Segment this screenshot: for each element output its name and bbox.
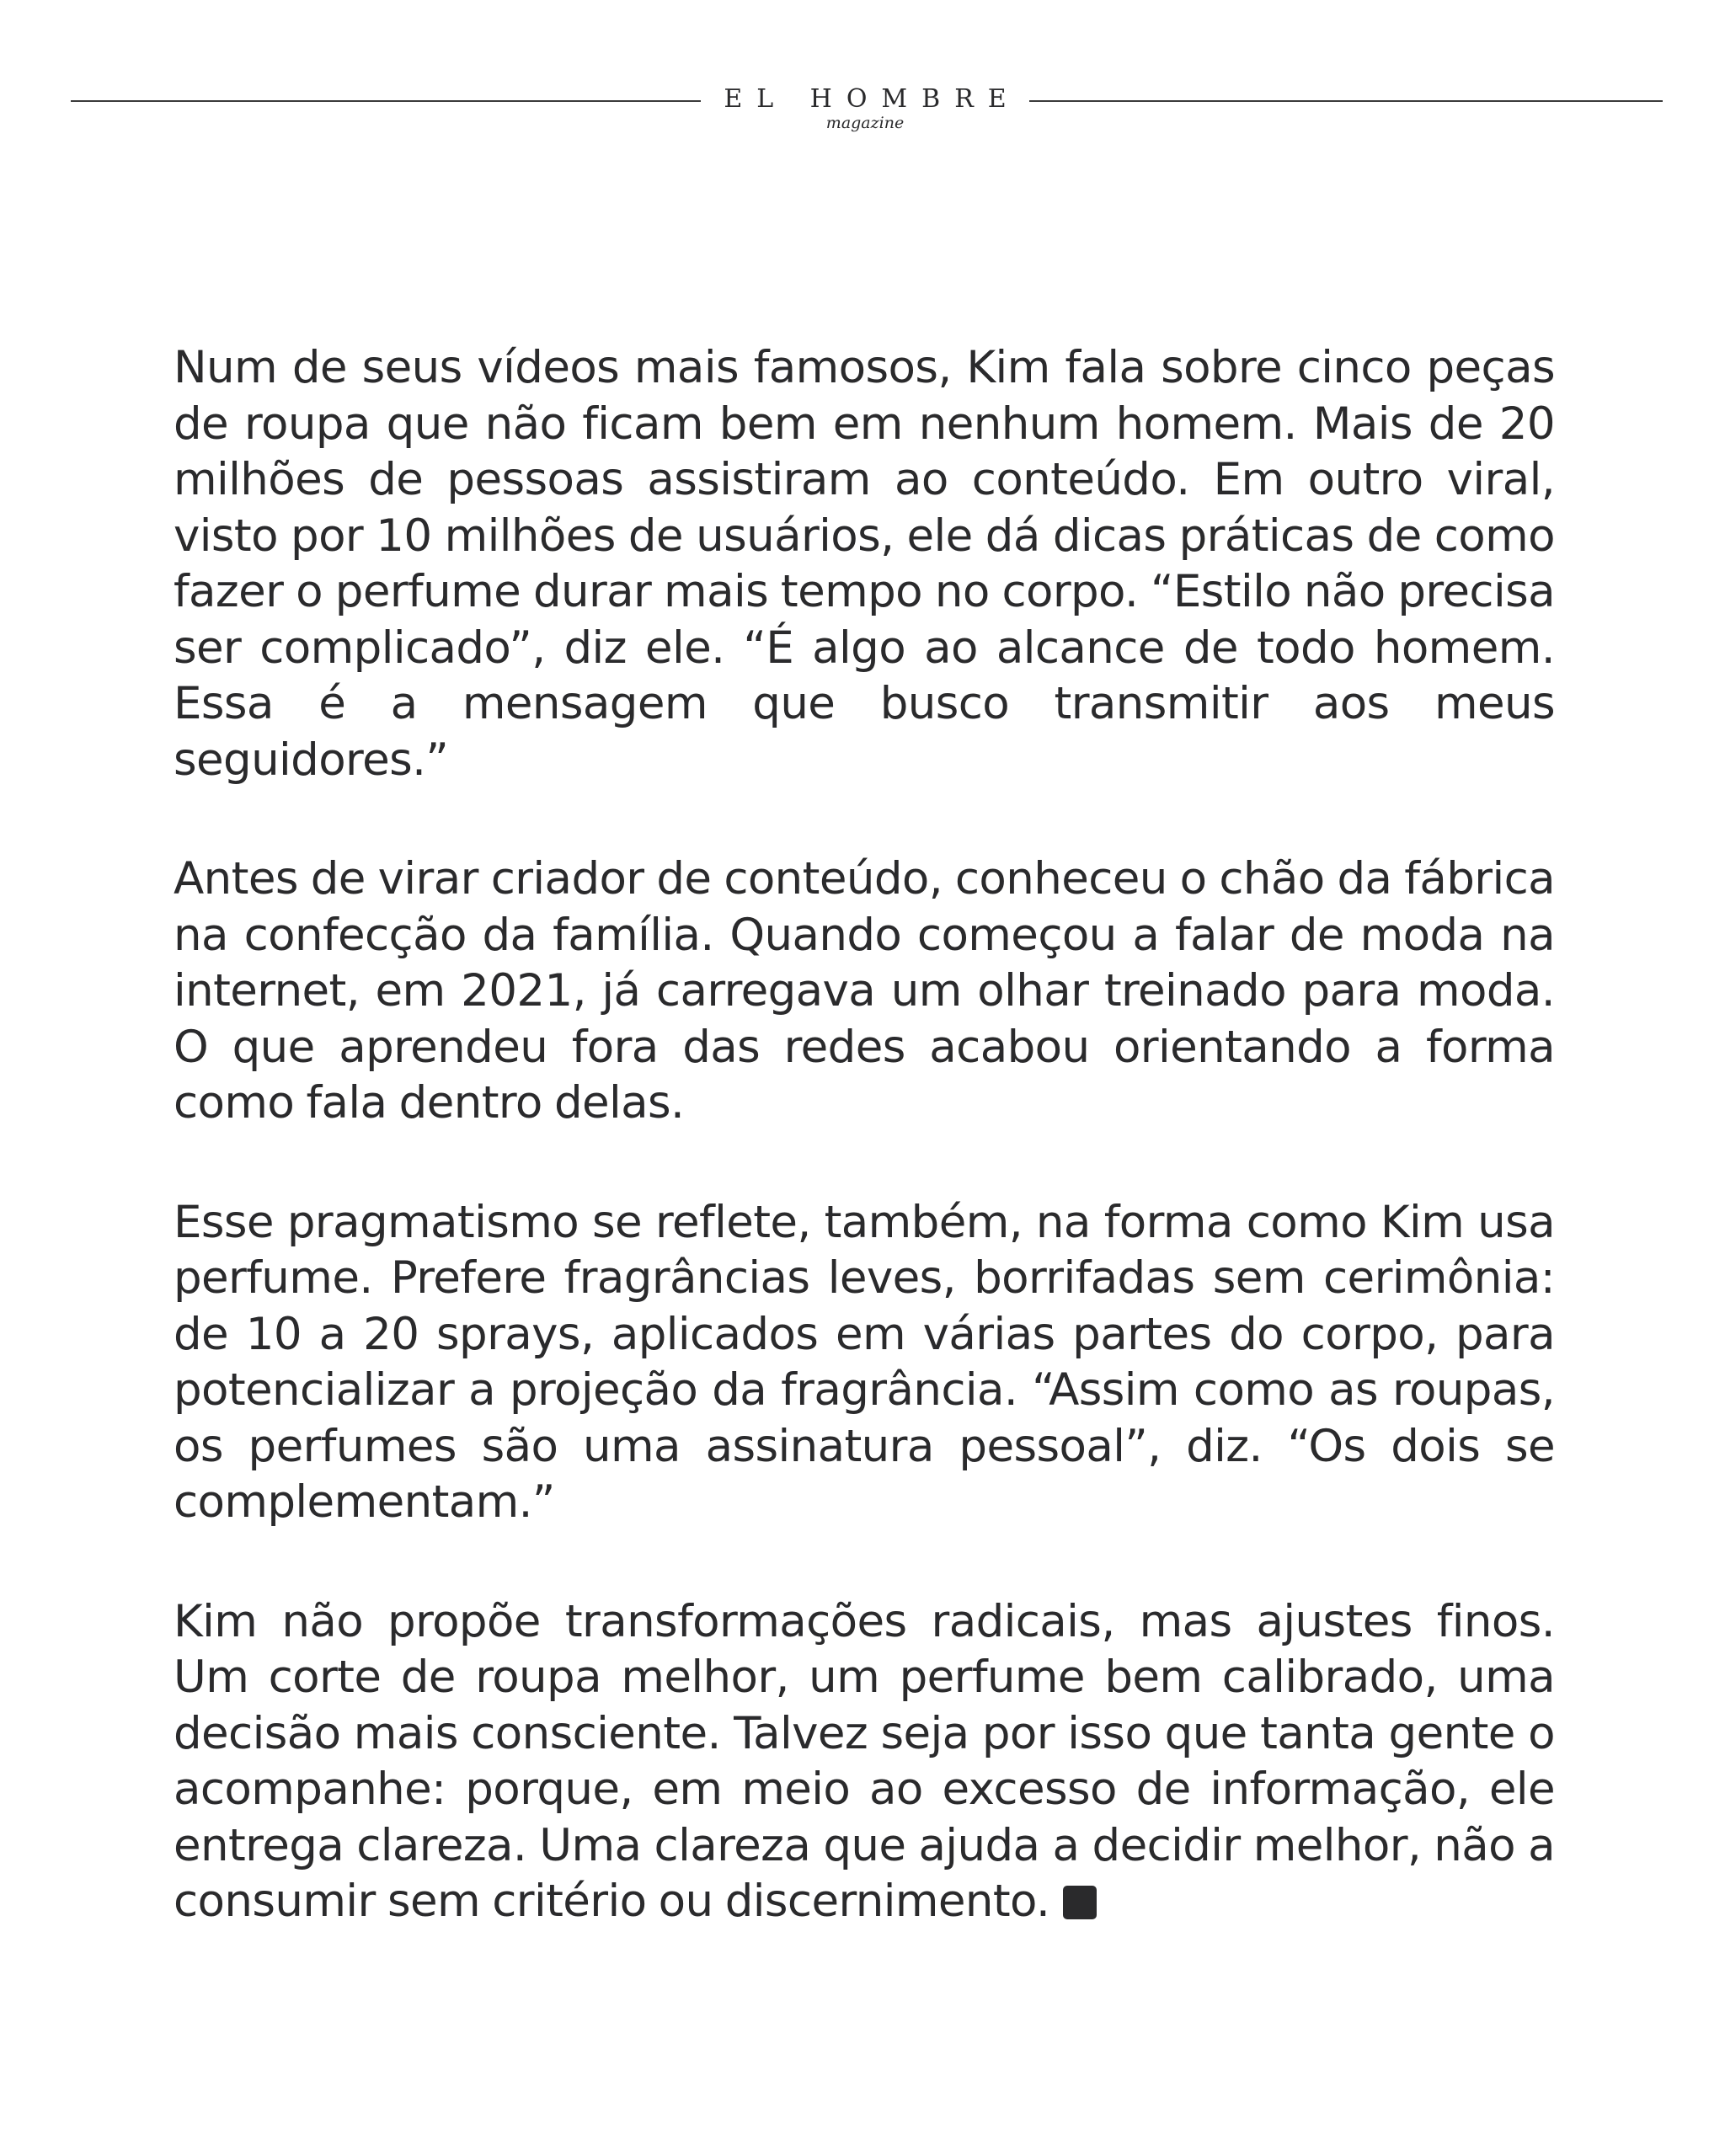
masthead: [0, 0, 1725, 168]
brand-tagline: magazine: [825, 114, 905, 132]
paragraph-1: Num de seus vídeos mais famosos, Kim fala sobre cinco peças de roupa que não ficam bem em nenhum homem. Mais de 20 milhões de pessoas assistiram ao conteúdo. Em outro viral, visto por 10 milhões de usuários, ele dá dicas práticas de como fazer o perfume durar mais tempo no corpo. “Estilo não precisa ser complicado”, diz ele. “É algo ao alcance de todo homem. Essa é a mensagem que busco transmitir aos meus seguidores.”: [174, 342, 1555, 786]
paragraph-3: Esse pragmatismo se reflete, também, na forma como Kim usa perfume. Prefere fragrâncias leves, borrifadas sem cerimônia: de 10 a 20 sprays, aplicados em várias partes do corpo, para potencializar a projeção da fragrância. “Assim como as roupas, os perfumes são uma assinatura pessoal”, diz. “Os dois se complementam.”: [174, 1196, 1555, 1528]
paragraph-4: [174, 1594, 1555, 1930]
header-rule-right: [1029, 100, 1663, 102]
end-of-article-square-icon: [1063, 1886, 1097, 1919]
brand-logo: EL HOMBRE: [724, 84, 1021, 114]
article-body: [174, 340, 1555, 1993]
paragraph-4-text: Kim não propõe transformações radicais, mas ajustes finos. Um corte de roupa melhor, um perfume bem calibrado, uma decisão mais consciente. Talvez seja por isso que tanta gente o acompanhe: porque, em meio ao excesso de informação, ele entrega clareza. Uma clareza que ajuda a decidir melhor, não a consumir sem critério ou discernimento.: [174, 1595, 1555, 1927]
paragraph-2: Antes de virar criador de conteúdo, conheceu o chão da fábrica na confecção da família. Quando começou a falar de moda na internet, em 2021, já carregava um olhar treinado para moda. O que aprendeu fora das redes acabou orientando a forma como fala dentro delas.: [174, 853, 1555, 1129]
header-rule-left: [71, 100, 701, 102]
